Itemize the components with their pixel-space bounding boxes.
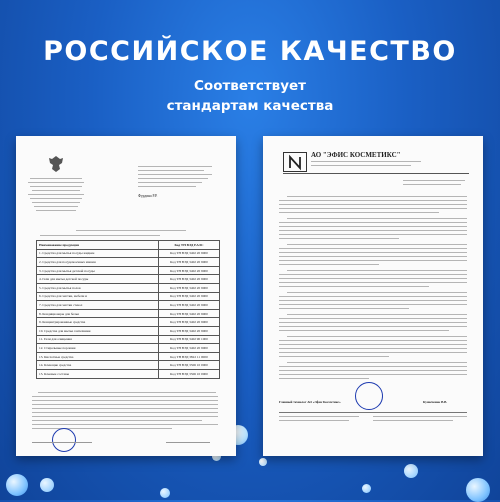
table-row: [37, 369, 220, 378]
product-code-cell: Код ТН ВЭД 3402 20 9000: [159, 344, 220, 353]
product-code-cell: Код ТН ВЭД 3402 20 9000: [159, 249, 220, 258]
product-name-cell: 13. Кислотные средства: [37, 352, 159, 361]
table-header-cell: Код ТН ВЭД ЕАЭС: [159, 241, 220, 250]
product-name-cell: 3. Средства для мытья детской посуды: [37, 266, 159, 275]
decorative-bubble: [404, 464, 418, 478]
signatory-name: Фурдина Р.Р.: [138, 194, 158, 198]
table-header-row: [37, 241, 220, 250]
products-table: [36, 240, 220, 379]
product-name-cell: 14. Клеющие средства: [37, 361, 159, 370]
product-code-cell: Код ТН ВЭД 3402 20 9000: [159, 275, 220, 284]
subtitle-line-2: стандартам качества: [166, 98, 334, 114]
product-code-cell: Код ТН ВЭД 3402 90 1000: [159, 335, 220, 344]
table-row: [37, 318, 220, 327]
page-title: РОССИЙСКОЕ КАЧЕСТВО: [43, 36, 457, 67]
company-logo-icon: [283, 152, 307, 172]
table-row: [37, 292, 220, 301]
product-code-cell: Код ТН ВЭД 3402 20 9000: [159, 326, 220, 335]
product-code-cell: Код ТН ВЭД 3402 20 9000: [159, 309, 220, 318]
decorative-bubble: [362, 484, 371, 493]
product-code-cell: Код ТН ВЭД 3402 20 9000: [159, 292, 220, 301]
product-name-cell: 11. Гели для очищения: [37, 335, 159, 344]
product-name-cell: 4. Гели для мытья детской посуды: [37, 275, 159, 284]
product-code-cell: Код ТН ВЭД 3402 20 9000: [159, 283, 220, 292]
product-name-cell: 6. Средства для чистки, мебели и: [37, 292, 159, 301]
table-row: [37, 283, 220, 292]
subtitle-line-1: Соответствует: [194, 78, 306, 94]
table-row: [37, 326, 220, 335]
product-code-cell: Код ТН ВЭД 3402 20 9000: [159, 301, 220, 310]
signature-line: Главный технолог АО «Эфис Космэтикс»: [279, 400, 341, 404]
page-subtitle: [0, 76, 500, 116]
coat-of-arms-icon: [46, 154, 66, 174]
table-row: [37, 275, 220, 284]
decorative-bubble: [6, 474, 28, 496]
product-code-cell: Код ТН ВЭД 3402 20 9000: [159, 318, 220, 327]
table-row: [37, 266, 220, 275]
product-code-cell: Код ТН ВЭД 3506 10 0000: [159, 361, 220, 370]
decorative-bubble: [40, 478, 54, 492]
product-code-cell: Код ТН ВЭД 3506 10 0000: [159, 369, 220, 378]
table-row: [37, 361, 220, 370]
certificate-document-right: [263, 136, 483, 456]
certificate-document-left: [16, 136, 236, 456]
table-row: [37, 301, 220, 310]
product-name-cell: 8. Кондиционеры для белья: [37, 309, 159, 318]
company-name: АО "ЭФИС КОСМЕТИКС": [311, 151, 401, 159]
table-row: [37, 258, 220, 267]
table-row: [37, 249, 220, 258]
signature-name: Кузнеченок В.В.: [423, 400, 448, 404]
table-row: [37, 352, 220, 361]
product-name-cell: 15. Клеевые составы: [37, 369, 159, 378]
table-row: [37, 335, 220, 344]
table-row: [37, 309, 220, 318]
product-name-cell: 2. Средства для посудомоечных машин: [37, 258, 159, 267]
product-name-cell: 12. Стиральные порошки: [37, 344, 159, 353]
product-code-cell: Код ТН ВЭД 3402 20 9000: [159, 258, 220, 267]
product-name-cell: 9. Концентрированные средства: [37, 318, 159, 327]
product-code-cell: Код ТН ВЭД 3822 11 0000: [159, 352, 220, 361]
official-stamp-icon: [52, 428, 76, 452]
product-name-cell: 5. Средства для мытья полов: [37, 283, 159, 292]
table-header-cell: Наименование продукции: [37, 241, 159, 250]
table-row: [37, 344, 220, 353]
decorative-bubble: [160, 488, 170, 498]
product-name-cell: 1. Средства для мытья посуды жидкие: [37, 249, 159, 258]
product-name-cell: 10. Средства для мытья сантехники: [37, 326, 159, 335]
product-name-cell: 7. Средства для чистки стекол: [37, 301, 159, 310]
product-code-cell: Код ТН ВЭД 3402 20 9000: [159, 266, 220, 275]
decorative-bubble: [466, 478, 490, 502]
official-stamp-icon: [355, 382, 383, 410]
decorative-bubble: [259, 458, 267, 466]
